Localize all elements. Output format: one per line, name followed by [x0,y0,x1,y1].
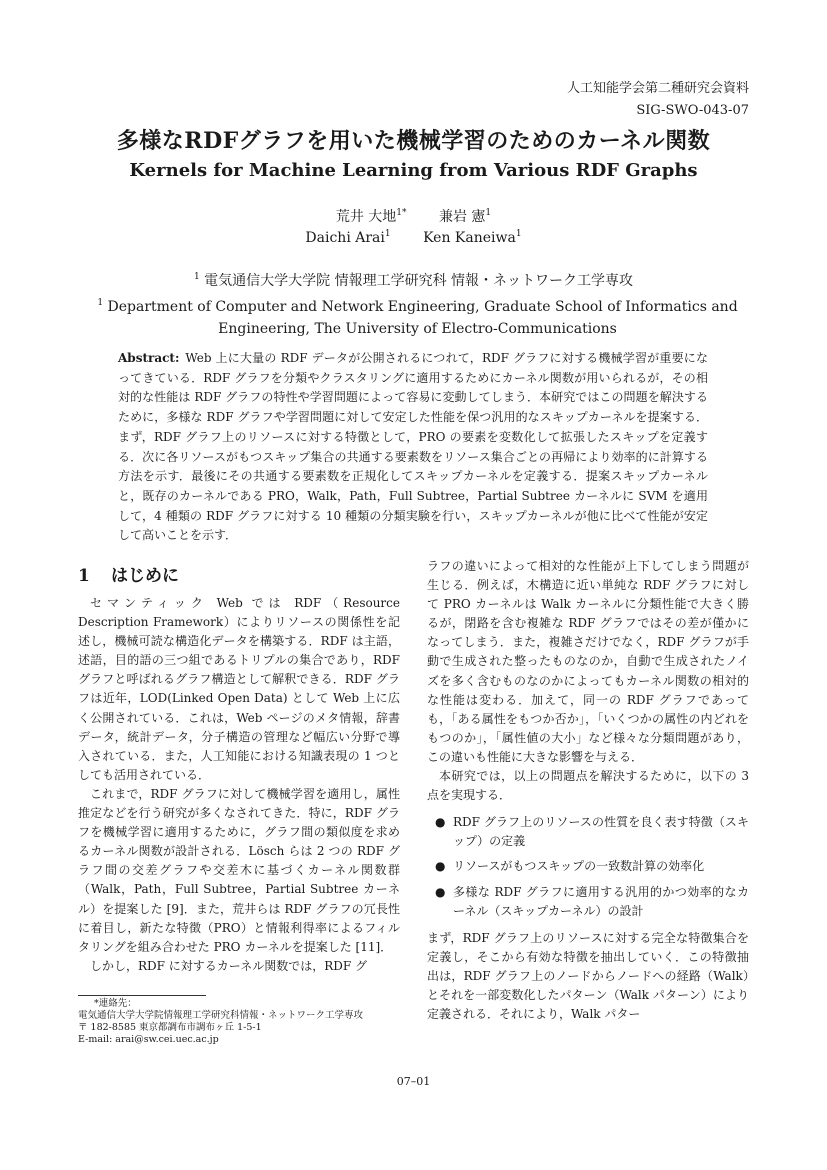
affiliation-english: $^1$ Department of Computer and Network Engineering, Graduate School of Informatics and Engineering, The University of Electro-Communications [97,298,738,337]
paragraph: しかし，RDF に対するカーネル関数では，RDF グ [90,958,367,973]
paragraph: まず，RDF グラフ上のリソースに対する完全な特徴集合を定義し，そこから有効な特徴を抽出していく．この特徴抽出は，RDF グラフ上のノードからノードへの経路（Walk）とそれを一部変数化したパターン（Walk パターン）により定義される．それにより，Walk パター [427,930,749,1022]
footnote-rule [78,995,206,996]
abstract-text: Web 上に大量の RDF データが公開されるにつれて，RDF グラフに対する機械学習が重要になってきている．RDF グラフを分類やクラスタリングに適用するためにカーネル関数が用いられるが，その相対的な性能は RDF グラフの特性や学習問題によって容易に変動してしまう．本研究ではこの問題を解決するために，多様な RDF グラフや学習問題に対して安定した性能を保つ汎用的なスキップカーネルを提案する．まず，RDF グラフ上のリソースに対する特徴として，PRO の要素を変数化して拡張したスキップを定義する．次に各リソースがもつスキップ集合の共通する要素数をリソース集合ごとの再帰により効率的に計算する方法を示す．最後にその共通する要素数を正規化してスキップカーネルを定義する．提案スキップカーネルと，既存のカーネルである PRO，Walk，Path，Full Subtree，Partial Subtree カーネルに SVM を適用して，4 種類の RDF グラフに対する 10 種類の分類実験を行い，スキップカーネルが他に比べて性能が安定して高いことを示す． [118,351,708,543]
author-ja: 荒井 大地$^{1*}$ [335,208,407,225]
title-japanese: 多様なRDFグラフを用いた機械学習のためのカーネル関数 [116,128,711,154]
authors-japanese [0,206,827,226]
list-item: ● 多様な RDF グラフに適用する汎用的かつ効率的なカーネル（スキップカーネル）の設計 [435,884,749,918]
abstract [118,349,708,546]
bullet-icon: ● [435,815,446,830]
section-title: はじめに [111,566,179,586]
list-item: ● リソースがもつスキップの一致数計算の効率化 [453,857,749,876]
paragraph: 本研究では，以上の問題点を解決するために，以下の 3 点を実現する． [427,769,749,803]
affiliation-japanese: $^1$ 電気通信大学大学院 情報理工学研究科 情報・ネットワーク工学専攻 [193,272,634,289]
bullet-icon: ● [435,859,446,874]
footnote-line: E-mail: arai@sw.cei.uec.ac.jp [78,1034,219,1045]
footnote [78,998,408,1046]
report-id: SIG-SWO-043-07 [636,103,749,118]
bullet-icon: ● [435,884,446,899]
left-column [78,594,400,976]
footnote-mark: *連絡先： [94,998,137,1009]
authors-english [0,229,827,246]
contribution-list [427,813,749,920]
abstract-label: Abstract: [118,351,180,365]
right-column [427,557,749,1024]
section-number: 1 [78,566,90,586]
paragraph: ラフの違いによって相対的な性能が上下してしまう問題が生じる．例えば，木構造に近い単純な RDF グラフに対して PRO カーネルは Walk カーネルに分類性能で大きく勝るが，閉路を含む複雑な RDF グラフではその差が僅かになってしまう．また，複雑さだけでなく，RDF グラフが手動で生成された整ったものなのか，自動で生成されたノイズを多く含むものなのかによってもカーネル関数の相対的な性能は変わる．加えて，同一の RDF グラフであっても，「ある属性をもつか否か」，「いくつかの属性の内どれをもつのか」，「属性値の大小」など様々な分類問題があり，この違いも性能に大きな影響を与える． [427,559,749,764]
author-en: Ken Kaneiwa$^1$ [423,229,522,246]
footnote-line: 電気通信大学大学院情報理工学研究科情報・ネットワーク工学専攻 [78,1010,364,1021]
page-number: 07–01 [396,1075,431,1088]
society-header: 人工知能学会第二種研究会資料 [566,81,749,96]
title-english: Kernels for Machine Learning from Various RDF Graphs [129,160,698,181]
section-heading [78,561,179,586]
author-en: Daichi Arai$^1$ [305,229,391,246]
footnote-line: 〒 182-8585 東京都調布市調布ヶ丘 1-5-1 [78,1022,262,1033]
list-item: ● RDF グラフ上のリソースの性質を良く表す特徴（スキップ）の定義 [435,815,749,849]
paragraph: セマンティック Web では RDF（Resource Description Framework）によりリソースの関係性を記述し，機械可読な構造化データを構築する．RDF は主語，述語，目的語の三つ組であるトリプルの集合であり，RDF グラフと呼ばれるグラフ構造として解釈できる．RDF グラフは近年，LOD(Linked Open Data) として Web 上に広く公開されている．これは，Web ページのメタ情報，辞書データ，統計データ，分子構造の管理など幅広い分野で導入されている．また，人工知能における知識表現の 1 つとしても活用されている． [78,596,400,782]
paragraph: これまで，RDF グラフに対して機械学習を適用し，属性推定などを行う研究が多くなされてきた．特に，RDF グラフを機械学習に適用するために，グラフ間の類似度を求めるカーネル関数が設計される．Lösch らは 2 つの RDF グラフ間の交差グラフや交差木に基づくカーネル関数群（Walk，Path，Full Subtree，Partial Subtree カーネル）を提案した [9]．また，荒井らは RDF グラフの冗長性に着目し，新たな特徴（PRO）と情報利得率によるフィルタリングを組み合わせた PRO カーネルを提案した [11]． [78,786,400,954]
author-ja: 兼岩 憲$^1$ [438,208,492,225]
